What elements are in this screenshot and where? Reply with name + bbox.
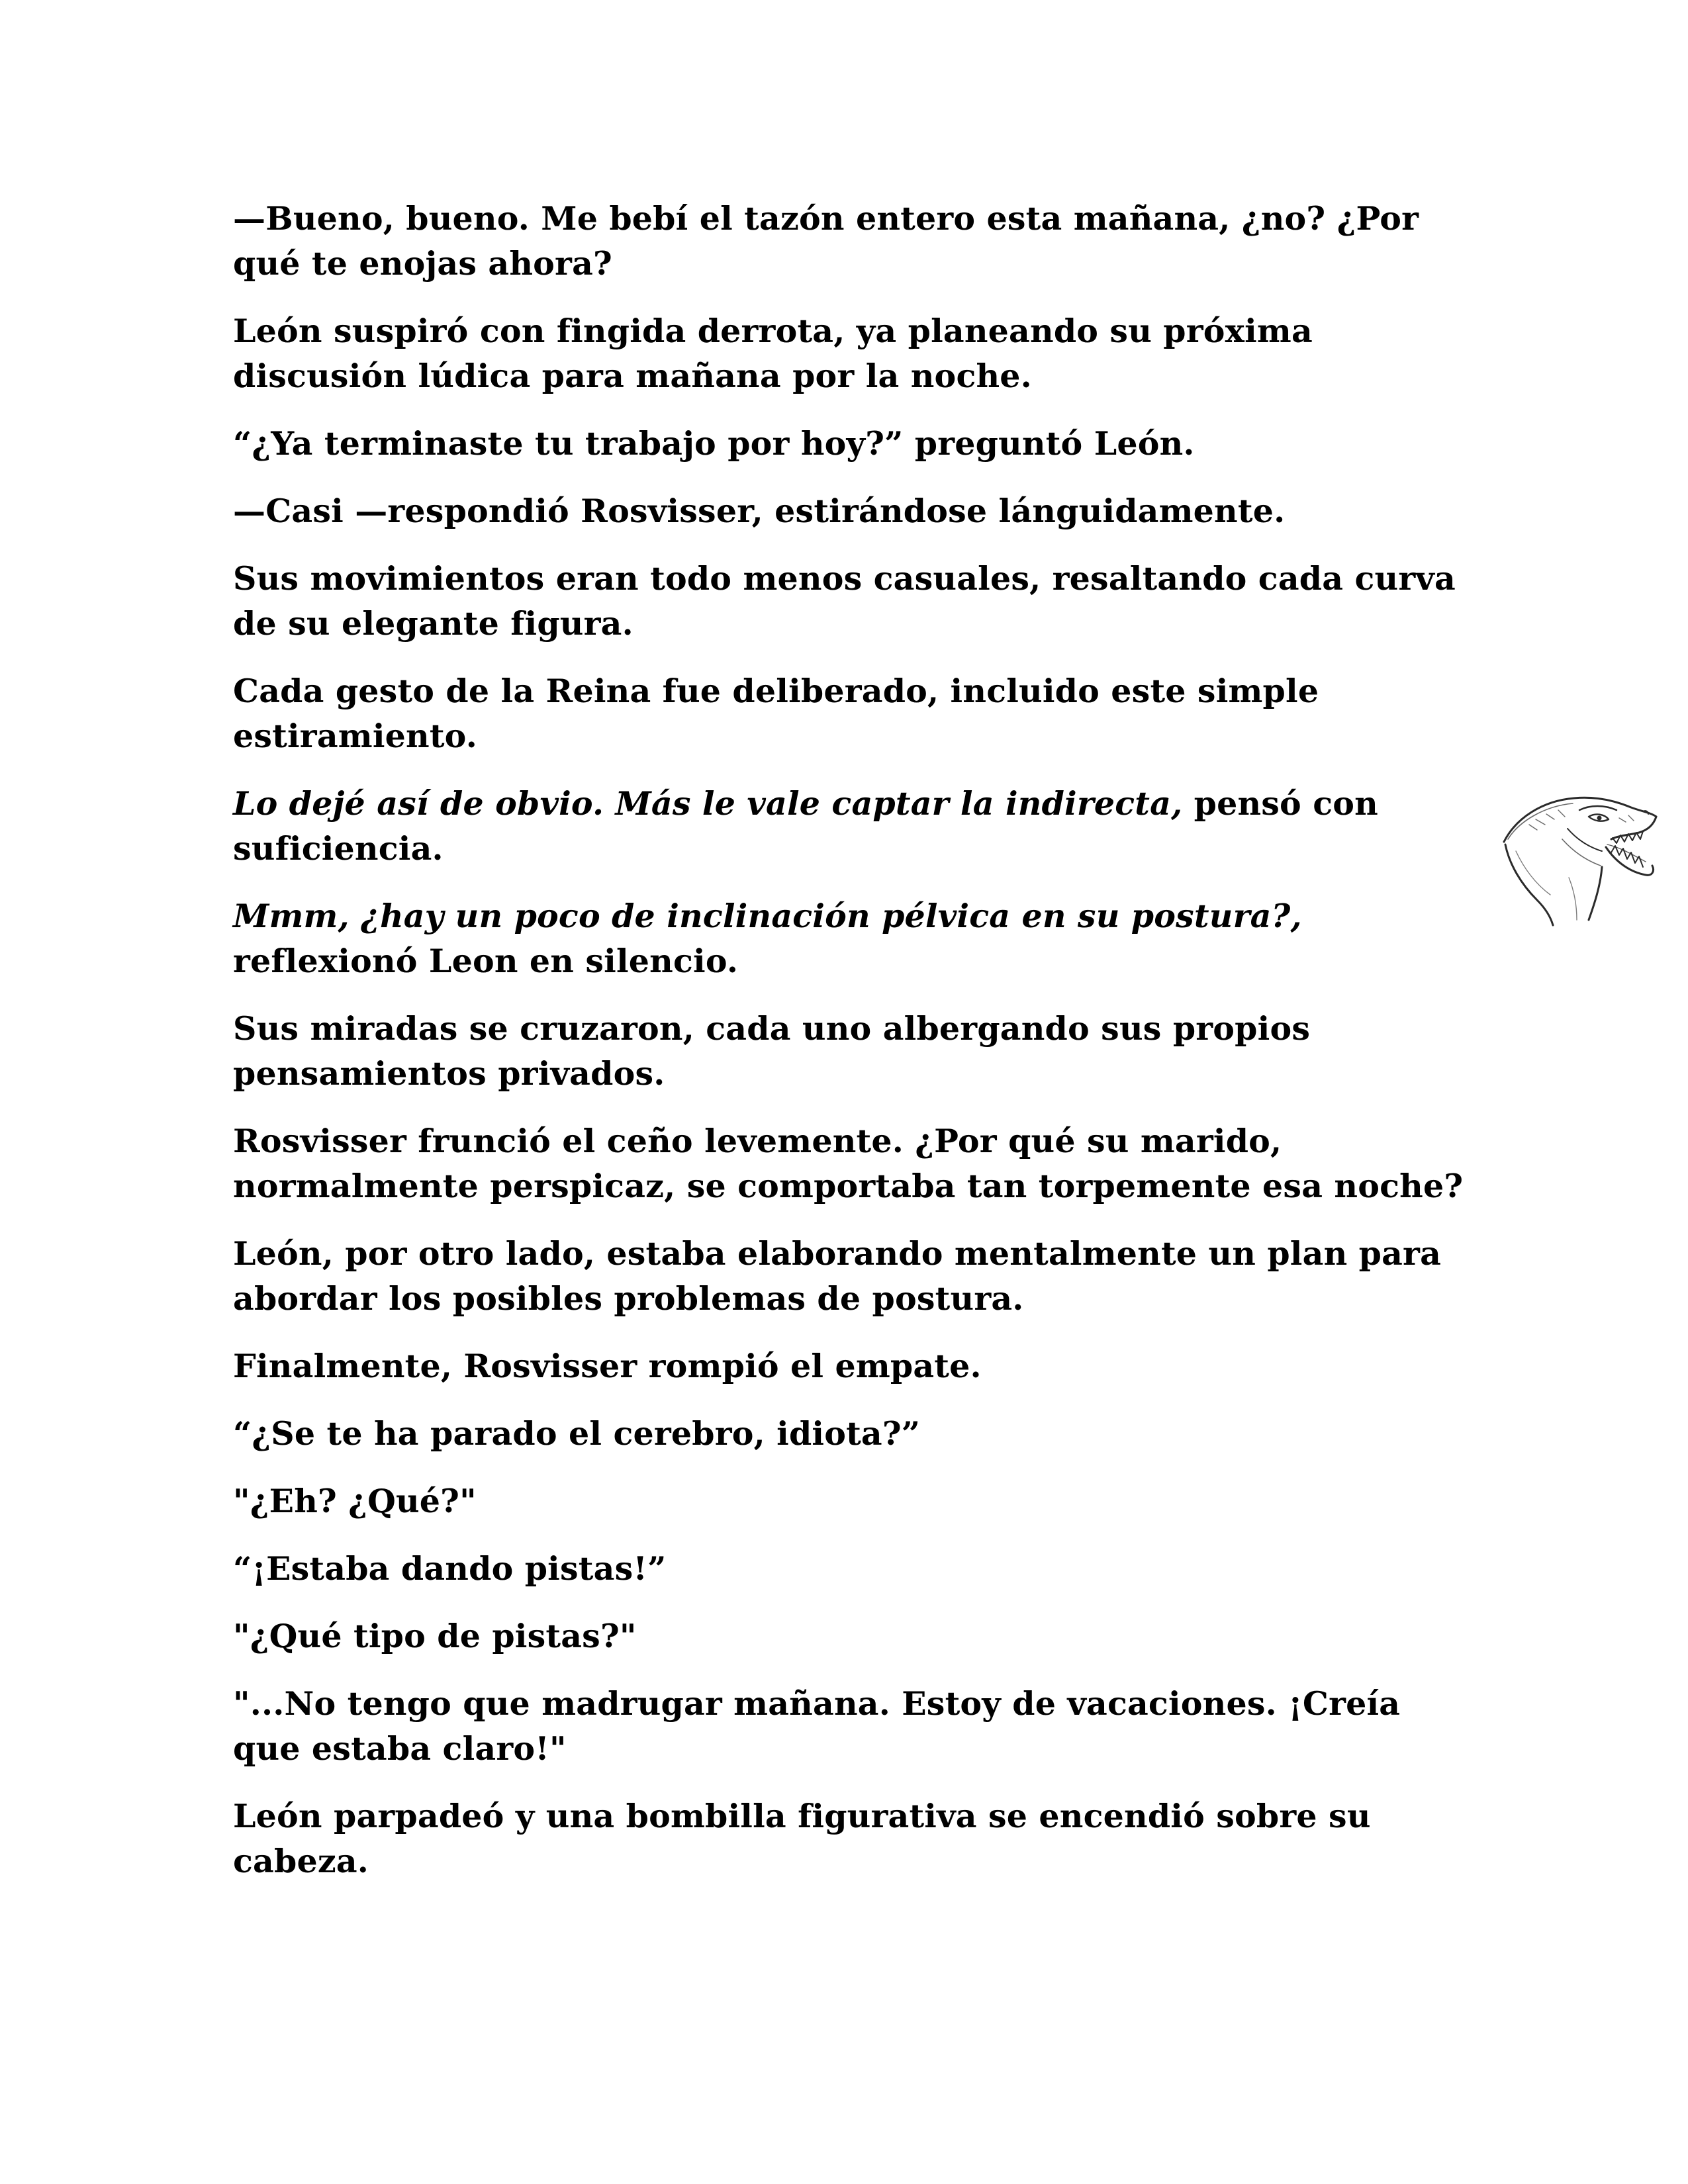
paragraph-text: pensó con suficiencia. (233, 784, 1378, 868)
paragraph-text: Rosvisser frunció el ceño levemente. ¿Por qué su marido, normalmente perspicaz, se comportaba tan torpemente esa noche? (233, 1122, 1464, 1205)
paragraph-text: —Casi —respondió Rosvisser, estirándose lánguidamente. (233, 492, 1286, 530)
paragraph-text: "¿Eh? ¿Qué?" (233, 1482, 477, 1520)
paragraph-text: “¿Se te ha parado el cerebro, idiota?” (233, 1414, 921, 1453)
paragraph (233, 308, 1477, 398)
paragraph (233, 421, 1477, 466)
paragraph (233, 1006, 1477, 1096)
paragraph-text: —Bueno, bueno. Me bebí el tazón entero esta mañana, ¿no? ¿Por qué te enojas ahora? (233, 199, 1419, 283)
paragraph (233, 781, 1477, 871)
paragraph-text: Sus miradas se cruzaron, cada uno albergando sus propios pensamientos privados. (233, 1009, 1311, 1093)
paragraph-text: León, por otro lado, estaba elaborando mentalmente un plan para abordar los posibles problemas de postura. (233, 1234, 1442, 1318)
paragraph-text: “¿Ya terminaste tu trabajo por hoy?” preguntó León. (233, 424, 1195, 463)
paragraph-text: reflexionó Leon en silencio. (233, 942, 739, 980)
story-text (233, 196, 1477, 1906)
paragraph-text: León parpadeó y una bombilla figurativa se encendió sobre su cabeza. (233, 1797, 1371, 1880)
paragraph-text: "¿Qué tipo de pistas?" (233, 1617, 637, 1655)
paragraph (233, 1231, 1477, 1321)
paragraph (233, 1118, 1477, 1208)
paragraph-italic-text: Mmm, ¿hay un poco de inclinación pélvica en su postura?, (233, 897, 1302, 935)
paragraph (233, 668, 1477, 758)
paragraph (233, 1681, 1477, 1771)
paragraph-text: Sus movimientos eran todo menos casuales, resaltando cada curva de su elegante figura. (233, 559, 1456, 643)
paragraph-text: Finalmente, Rosvisser rompió el empate. (233, 1347, 982, 1385)
paragraph (233, 1479, 1477, 1524)
paragraph (233, 196, 1477, 286)
paragraph-text: Cada gesto de la Reina fue deliberado, incluido este simple estiramiento. (233, 672, 1319, 755)
paragraph (233, 893, 1477, 983)
paragraph (233, 488, 1477, 533)
paragraph-text: “¡Estaba dando pistas!” (233, 1549, 667, 1588)
paragraph-text: León suspiró con fingida derrota, ya planeando su próxima discusión lúdica para mañana por la noche. (233, 312, 1313, 395)
paragraph (233, 1546, 1477, 1591)
paragraph (233, 1614, 1477, 1659)
dinosaur-head-sketch-icon (1489, 778, 1662, 928)
paragraph (233, 1794, 1477, 1884)
paragraph-text: "...No tengo que madrugar mañana. Estoy de vacaciones. ¡Creía que estaba claro!" (233, 1684, 1401, 1768)
paragraph (233, 1411, 1477, 1456)
paragraph-italic-text: Lo dejé así de obvio. Más le vale captar la indirecta, (233, 784, 1183, 823)
paragraph (233, 556, 1477, 646)
paragraph (233, 1343, 1477, 1388)
